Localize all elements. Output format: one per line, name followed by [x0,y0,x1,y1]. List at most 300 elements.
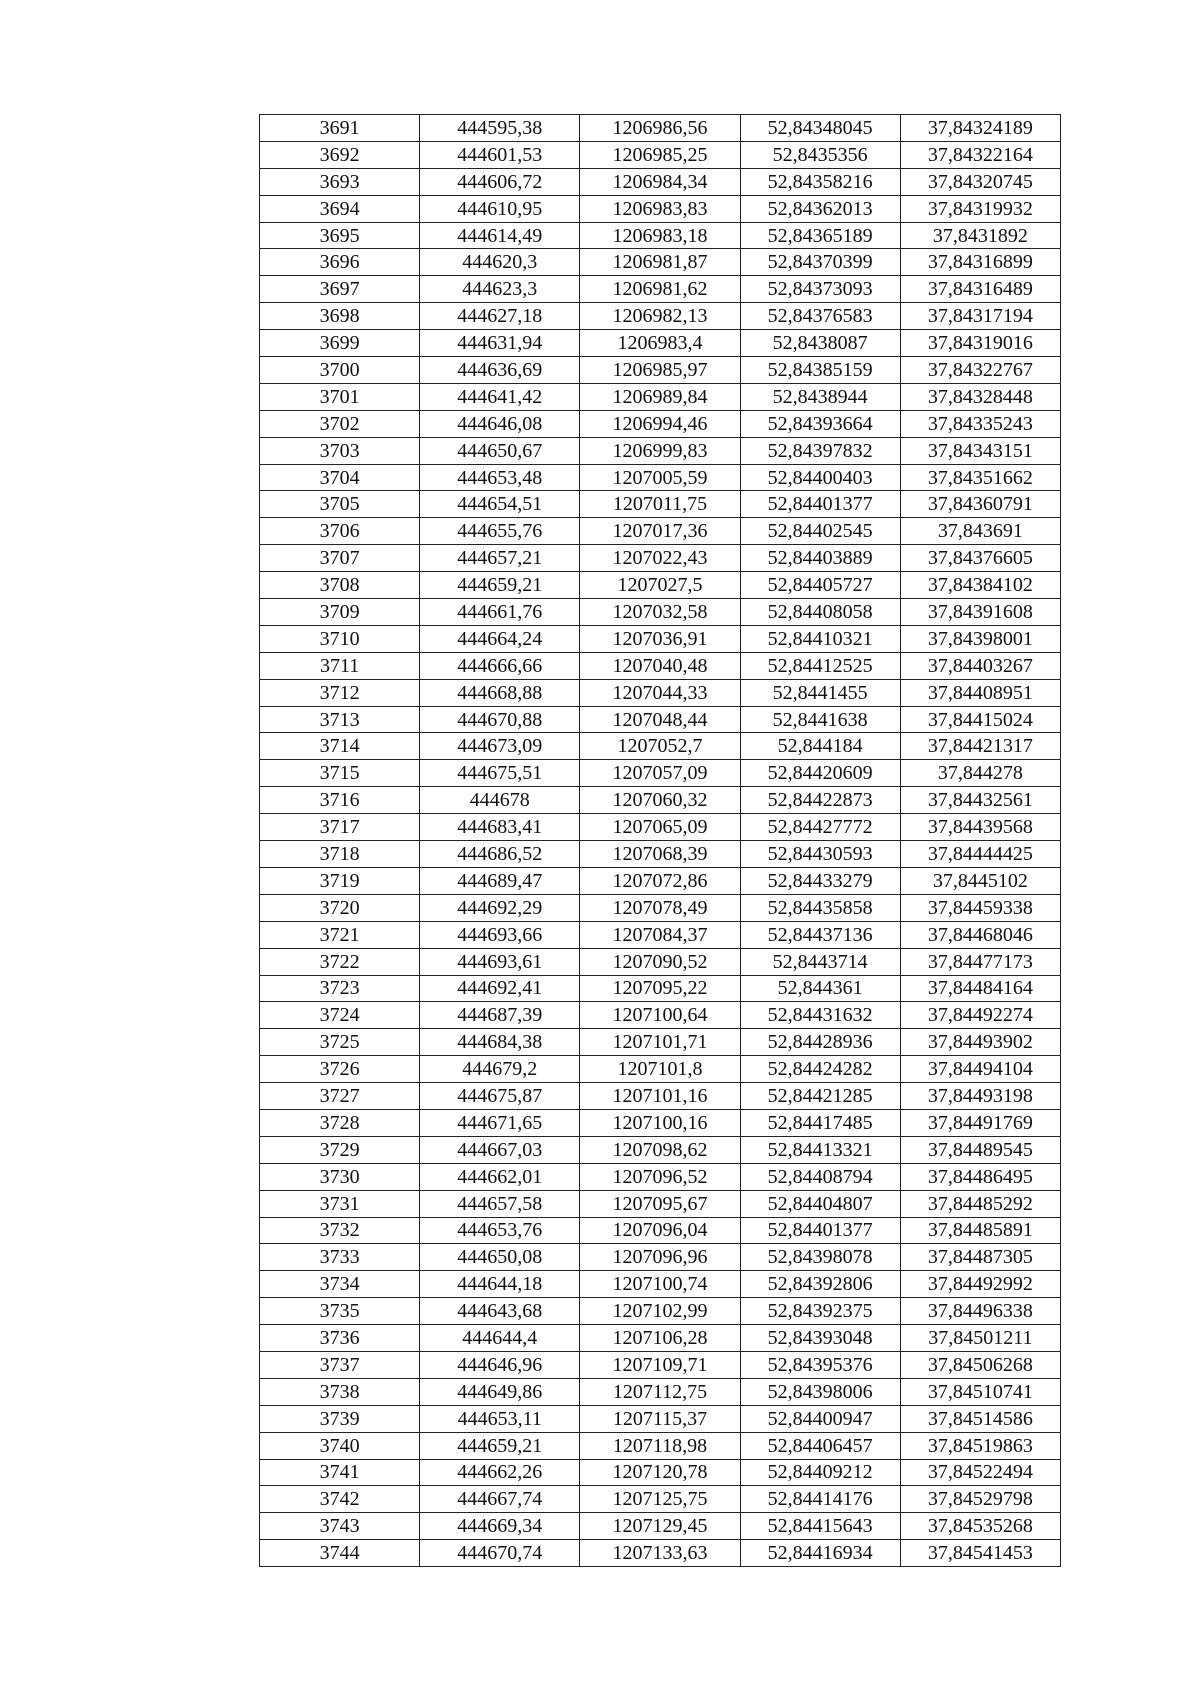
latitude-cell: 52,84427772 [740,814,900,841]
latitude-cell: 52,84414176 [740,1486,900,1513]
point-number-cell: 3694 [260,195,420,222]
point-number-cell: 3696 [260,249,420,276]
latitude-cell: 52,84410321 [740,625,900,652]
longitude-cell: 37,84493198 [900,1083,1060,1110]
y-coordinate-cell: 1207022,43 [580,545,740,572]
longitude-cell: 37,84484164 [900,975,1060,1002]
latitude-cell: 52,84415643 [740,1513,900,1540]
y-coordinate-cell: 1206994,46 [580,410,740,437]
table-row [260,1056,1061,1083]
x-coordinate-cell: 444659,21 [420,1432,580,1459]
point-number-cell: 3707 [260,545,420,572]
latitude-cell: 52,844184 [740,733,900,760]
latitude-cell: 52,84421285 [740,1083,900,1110]
x-coordinate-cell: 444653,11 [420,1405,580,1432]
x-coordinate-cell: 444631,94 [420,330,580,357]
table-row [260,303,1061,330]
longitude-cell: 37,84519863 [900,1432,1060,1459]
point-number-cell: 3731 [260,1190,420,1217]
table-row [260,1029,1061,1056]
longitude-cell: 37,84492274 [900,1002,1060,1029]
longitude-cell: 37,84444425 [900,841,1060,868]
table-row [260,1136,1061,1163]
longitude-cell: 37,84459338 [900,894,1060,921]
x-coordinate-cell: 444666,66 [420,652,580,679]
x-coordinate-cell: 444664,24 [420,625,580,652]
longitude-cell: 37,843691 [900,518,1060,545]
x-coordinate-cell: 444670,88 [420,706,580,733]
x-coordinate-cell: 444684,38 [420,1029,580,1056]
longitude-cell: 37,84485891 [900,1217,1060,1244]
x-coordinate-cell: 444649,86 [420,1378,580,1405]
y-coordinate-cell: 1207102,99 [580,1298,740,1325]
x-coordinate-cell: 444627,18 [420,303,580,330]
table-row [260,867,1061,894]
latitude-cell: 52,84433279 [740,867,900,894]
longitude-cell: 37,84322164 [900,141,1060,168]
x-coordinate-cell: 444620,3 [420,249,580,276]
table-row [260,1163,1061,1190]
point-number-cell: 3740 [260,1432,420,1459]
table-row [260,787,1061,814]
x-coordinate-cell: 444644,4 [420,1325,580,1352]
point-number-cell: 3717 [260,814,420,841]
point-number-cell: 3736 [260,1325,420,1352]
table-row [260,222,1061,249]
point-number-cell: 3699 [260,330,420,357]
longitude-cell: 37,844278 [900,760,1060,787]
latitude-cell: 52,84398006 [740,1378,900,1405]
x-coordinate-cell: 444689,47 [420,867,580,894]
latitude-cell: 52,84397832 [740,437,900,464]
x-coordinate-cell: 444650,67 [420,437,580,464]
table-row [260,760,1061,787]
table-row [260,330,1061,357]
x-coordinate-cell: 444653,76 [420,1217,580,1244]
table-row [260,1378,1061,1405]
latitude-cell: 52,84416934 [740,1540,900,1567]
y-coordinate-cell: 1207098,62 [580,1136,740,1163]
x-coordinate-cell: 444693,61 [420,948,580,975]
table-row [260,437,1061,464]
latitude-cell: 52,84420609 [740,760,900,787]
longitude-cell: 37,84322767 [900,357,1060,384]
longitude-cell: 37,84522494 [900,1459,1060,1486]
latitude-cell: 52,84401377 [740,1217,900,1244]
longitude-cell: 37,84408951 [900,679,1060,706]
longitude-cell: 37,84376605 [900,545,1060,572]
latitude-cell: 52,84393664 [740,410,900,437]
point-number-cell: 3738 [260,1378,420,1405]
x-coordinate-cell: 444657,21 [420,545,580,572]
latitude-cell: 52,84400403 [740,464,900,491]
longitude-cell: 37,84432561 [900,787,1060,814]
latitude-cell: 52,8443714 [740,948,900,975]
point-number-cell: 3715 [260,760,420,787]
longitude-cell: 37,84316489 [900,276,1060,303]
point-number-cell: 3718 [260,841,420,868]
point-number-cell: 3708 [260,572,420,599]
y-coordinate-cell: 1206983,83 [580,195,740,222]
table-row [260,1540,1061,1567]
x-coordinate-cell: 444662,26 [420,1459,580,1486]
y-coordinate-cell: 1206999,83 [580,437,740,464]
x-coordinate-cell: 444692,29 [420,894,580,921]
point-number-cell: 3733 [260,1244,420,1271]
latitude-cell: 52,84422873 [740,787,900,814]
point-number-cell: 3709 [260,599,420,626]
longitude-cell: 37,84492992 [900,1271,1060,1298]
longitude-cell: 37,84328448 [900,383,1060,410]
point-number-cell: 3702 [260,410,420,437]
latitude-cell: 52,84373093 [740,276,900,303]
latitude-cell: 52,84435858 [740,894,900,921]
x-coordinate-cell: 444657,58 [420,1190,580,1217]
y-coordinate-cell: 1207011,75 [580,491,740,518]
point-number-cell: 3732 [260,1217,420,1244]
point-number-cell: 3739 [260,1405,420,1432]
latitude-cell: 52,84405727 [740,572,900,599]
longitude-cell: 37,84491769 [900,1109,1060,1136]
table-row [260,706,1061,733]
y-coordinate-cell: 1207072,86 [580,867,740,894]
longitude-cell: 37,84485292 [900,1190,1060,1217]
latitude-cell: 52,84358216 [740,168,900,195]
table-row [260,1271,1061,1298]
table-row [260,841,1061,868]
point-number-cell: 3704 [260,464,420,491]
coordinates-table [259,114,1061,1567]
y-coordinate-cell: 1207065,09 [580,814,740,841]
latitude-cell: 52,84370399 [740,249,900,276]
table-row [260,599,1061,626]
point-number-cell: 3722 [260,948,420,975]
table-row [260,948,1061,975]
longitude-cell: 37,84316899 [900,249,1060,276]
point-number-cell: 3724 [260,1002,420,1029]
table-row [260,518,1061,545]
longitude-cell: 37,84541453 [900,1540,1060,1567]
longitude-cell: 37,84486495 [900,1163,1060,1190]
y-coordinate-cell: 1207017,36 [580,518,740,545]
y-coordinate-cell: 1207100,64 [580,1002,740,1029]
y-coordinate-cell: 1207095,67 [580,1190,740,1217]
point-number-cell: 3719 [260,867,420,894]
table-row [260,1244,1061,1271]
point-number-cell: 3710 [260,625,420,652]
latitude-cell: 52,8441638 [740,706,900,733]
y-coordinate-cell: 1207100,74 [580,1271,740,1298]
longitude-cell: 37,84415024 [900,706,1060,733]
latitude-cell: 52,84430593 [740,841,900,868]
longitude-cell: 37,84351662 [900,464,1060,491]
y-coordinate-cell: 1207040,48 [580,652,740,679]
latitude-cell: 52,84431632 [740,1002,900,1029]
longitude-cell: 37,84324189 [900,115,1060,142]
table-row [260,572,1061,599]
point-number-cell: 3697 [260,276,420,303]
y-coordinate-cell: 1206989,84 [580,383,740,410]
latitude-cell: 52,84403889 [740,545,900,572]
longitude-cell: 37,84360791 [900,491,1060,518]
y-coordinate-cell: 1207095,22 [580,975,740,1002]
point-number-cell: 3734 [260,1271,420,1298]
table-row [260,1432,1061,1459]
latitude-cell: 52,84348045 [740,115,900,142]
point-number-cell: 3711 [260,652,420,679]
y-coordinate-cell: 1207096,96 [580,1244,740,1271]
x-coordinate-cell: 444669,34 [420,1513,580,1540]
x-coordinate-cell: 444659,21 [420,572,580,599]
point-number-cell: 3700 [260,357,420,384]
y-coordinate-cell: 1207048,44 [580,706,740,733]
point-number-cell: 3692 [260,141,420,168]
x-coordinate-cell: 444693,66 [420,921,580,948]
table-row [260,733,1061,760]
table-row [260,464,1061,491]
y-coordinate-cell: 1207057,09 [580,760,740,787]
longitude-cell: 37,84501211 [900,1325,1060,1352]
x-coordinate-cell: 444646,08 [420,410,580,437]
latitude-cell: 52,84428936 [740,1029,900,1056]
latitude-cell: 52,84412525 [740,652,900,679]
y-coordinate-cell: 1207090,52 [580,948,740,975]
x-coordinate-cell: 444667,03 [420,1136,580,1163]
x-coordinate-cell: 444671,65 [420,1109,580,1136]
latitude-cell: 52,8438087 [740,330,900,357]
x-coordinate-cell: 444662,01 [420,1163,580,1190]
longitude-cell: 37,84391608 [900,599,1060,626]
point-number-cell: 3701 [260,383,420,410]
point-number-cell: 3693 [260,168,420,195]
x-coordinate-cell: 444661,76 [420,599,580,626]
x-coordinate-cell: 444692,41 [420,975,580,1002]
latitude-cell: 52,84376583 [740,303,900,330]
y-coordinate-cell: 1207106,28 [580,1325,740,1352]
x-coordinate-cell: 444601,53 [420,141,580,168]
longitude-cell: 37,84421317 [900,733,1060,760]
y-coordinate-cell: 1207109,71 [580,1351,740,1378]
x-coordinate-cell: 444606,72 [420,168,580,195]
y-coordinate-cell: 1206983,4 [580,330,740,357]
longitude-cell: 37,84335243 [900,410,1060,437]
y-coordinate-cell: 1206986,56 [580,115,740,142]
point-number-cell: 3695 [260,222,420,249]
x-coordinate-cell: 444687,39 [420,1002,580,1029]
x-coordinate-cell: 444610,95 [420,195,580,222]
point-number-cell: 3714 [260,733,420,760]
y-coordinate-cell: 1207068,39 [580,841,740,868]
table-row [260,115,1061,142]
table-row [260,1513,1061,1540]
y-coordinate-cell: 1207101,8 [580,1056,740,1083]
longitude-cell: 37,84535268 [900,1513,1060,1540]
longitude-cell: 37,84494104 [900,1056,1060,1083]
latitude-cell: 52,8435356 [740,141,900,168]
y-coordinate-cell: 1207052,7 [580,733,740,760]
x-coordinate-cell: 444644,18 [420,1271,580,1298]
point-number-cell: 3691 [260,115,420,142]
longitude-cell: 37,84529798 [900,1486,1060,1513]
point-number-cell: 3713 [260,706,420,733]
x-coordinate-cell: 444650,08 [420,1244,580,1271]
y-coordinate-cell: 1207032,58 [580,599,740,626]
latitude-cell: 52,84408058 [740,599,900,626]
x-coordinate-cell: 444643,68 [420,1298,580,1325]
point-number-cell: 3705 [260,491,420,518]
table-row [260,1083,1061,1110]
x-coordinate-cell: 444595,38 [420,115,580,142]
latitude-cell: 52,84398078 [740,1244,900,1271]
table-row [260,1351,1061,1378]
table-row [260,894,1061,921]
y-coordinate-cell: 1207125,75 [580,1486,740,1513]
table-row [260,491,1061,518]
x-coordinate-cell: 444667,74 [420,1486,580,1513]
y-coordinate-cell: 1207129,45 [580,1513,740,1540]
table-row [260,625,1061,652]
x-coordinate-cell: 444678 [420,787,580,814]
point-number-cell: 3729 [260,1136,420,1163]
point-number-cell: 3725 [260,1029,420,1056]
x-coordinate-cell: 444636,69 [420,357,580,384]
table-row [260,1109,1061,1136]
x-coordinate-cell: 444655,76 [420,518,580,545]
point-number-cell: 3727 [260,1083,420,1110]
table-row [260,1486,1061,1513]
table-row [260,168,1061,195]
latitude-cell: 52,84362013 [740,195,900,222]
y-coordinate-cell: 1206985,97 [580,357,740,384]
latitude-cell: 52,84400947 [740,1405,900,1432]
table-row [260,249,1061,276]
latitude-cell: 52,84393048 [740,1325,900,1352]
longitude-cell: 37,84510741 [900,1378,1060,1405]
table-row [260,1298,1061,1325]
point-number-cell: 3703 [260,437,420,464]
y-coordinate-cell: 1207096,04 [580,1217,740,1244]
table-row [260,1217,1061,1244]
y-coordinate-cell: 1207027,5 [580,572,740,599]
latitude-cell: 52,84417485 [740,1109,900,1136]
point-number-cell: 3741 [260,1459,420,1486]
y-coordinate-cell: 1207084,37 [580,921,740,948]
latitude-cell: 52,8438944 [740,383,900,410]
x-coordinate-cell: 444668,88 [420,679,580,706]
x-coordinate-cell: 444675,87 [420,1083,580,1110]
longitude-cell: 37,84319016 [900,330,1060,357]
y-coordinate-cell: 1207060,32 [580,787,740,814]
point-number-cell: 3716 [260,787,420,814]
latitude-cell: 52,84365189 [740,222,900,249]
y-coordinate-cell: 1207115,37 [580,1405,740,1432]
longitude-cell: 37,84514586 [900,1405,1060,1432]
point-number-cell: 3721 [260,921,420,948]
x-coordinate-cell: 444646,96 [420,1351,580,1378]
longitude-cell: 37,84489545 [900,1136,1060,1163]
latitude-cell: 52,84401377 [740,491,900,518]
latitude-cell: 52,84424282 [740,1056,900,1083]
x-coordinate-cell: 444686,52 [420,841,580,868]
x-coordinate-cell: 444654,51 [420,491,580,518]
y-coordinate-cell: 1207096,52 [580,1163,740,1190]
y-coordinate-cell: 1206982,13 [580,303,740,330]
longitude-cell: 37,8431892 [900,222,1060,249]
x-coordinate-cell: 444614,49 [420,222,580,249]
longitude-cell: 37,84506268 [900,1351,1060,1378]
x-coordinate-cell: 444641,42 [420,383,580,410]
y-coordinate-cell: 1206981,62 [580,276,740,303]
point-number-cell: 3744 [260,1540,420,1567]
y-coordinate-cell: 1207036,91 [580,625,740,652]
table-row [260,1002,1061,1029]
table-row [260,1325,1061,1352]
latitude-cell: 52,84395376 [740,1351,900,1378]
latitude-cell: 52,84392375 [740,1298,900,1325]
table-row [260,814,1061,841]
longitude-cell: 37,84317194 [900,303,1060,330]
x-coordinate-cell: 444683,41 [420,814,580,841]
x-coordinate-cell: 444675,51 [420,760,580,787]
latitude-cell: 52,84406457 [740,1432,900,1459]
latitude-cell: 52,84437136 [740,921,900,948]
point-number-cell: 3742 [260,1486,420,1513]
y-coordinate-cell: 1207120,78 [580,1459,740,1486]
latitude-cell: 52,84408794 [740,1163,900,1190]
table-row [260,975,1061,1002]
table-row [260,141,1061,168]
longitude-cell: 37,84398001 [900,625,1060,652]
point-number-cell: 3743 [260,1513,420,1540]
latitude-cell: 52,84404807 [740,1190,900,1217]
latitude-cell: 52,84385159 [740,357,900,384]
longitude-cell: 37,84439568 [900,814,1060,841]
y-coordinate-cell: 1207101,16 [580,1083,740,1110]
y-coordinate-cell: 1206981,87 [580,249,740,276]
y-coordinate-cell: 1207100,16 [580,1109,740,1136]
latitude-cell: 52,84409212 [740,1459,900,1486]
y-coordinate-cell: 1206983,18 [580,222,740,249]
table-body [260,115,1061,1567]
latitude-cell: 52,844361 [740,975,900,1002]
y-coordinate-cell: 1207044,33 [580,679,740,706]
table-row [260,652,1061,679]
longitude-cell: 37,84403267 [900,652,1060,679]
x-coordinate-cell: 444670,74 [420,1540,580,1567]
x-coordinate-cell: 444653,48 [420,464,580,491]
point-number-cell: 3735 [260,1298,420,1325]
longitude-cell: 37,84468046 [900,921,1060,948]
point-number-cell: 3698 [260,303,420,330]
latitude-cell: 52,84392806 [740,1271,900,1298]
table-row [260,195,1061,222]
y-coordinate-cell: 1206984,34 [580,168,740,195]
x-coordinate-cell: 444673,09 [420,733,580,760]
longitude-cell: 37,84384102 [900,572,1060,599]
table-row [260,410,1061,437]
table-row [260,276,1061,303]
table-row [260,357,1061,384]
table-row [260,679,1061,706]
point-number-cell: 3706 [260,518,420,545]
longitude-cell: 37,84496338 [900,1298,1060,1325]
table-row [260,545,1061,572]
longitude-cell: 37,84477173 [900,948,1060,975]
latitude-cell: 52,84402545 [740,518,900,545]
point-number-cell: 3720 [260,894,420,921]
x-coordinate-cell: 444679,2 [420,1056,580,1083]
point-number-cell: 3728 [260,1109,420,1136]
